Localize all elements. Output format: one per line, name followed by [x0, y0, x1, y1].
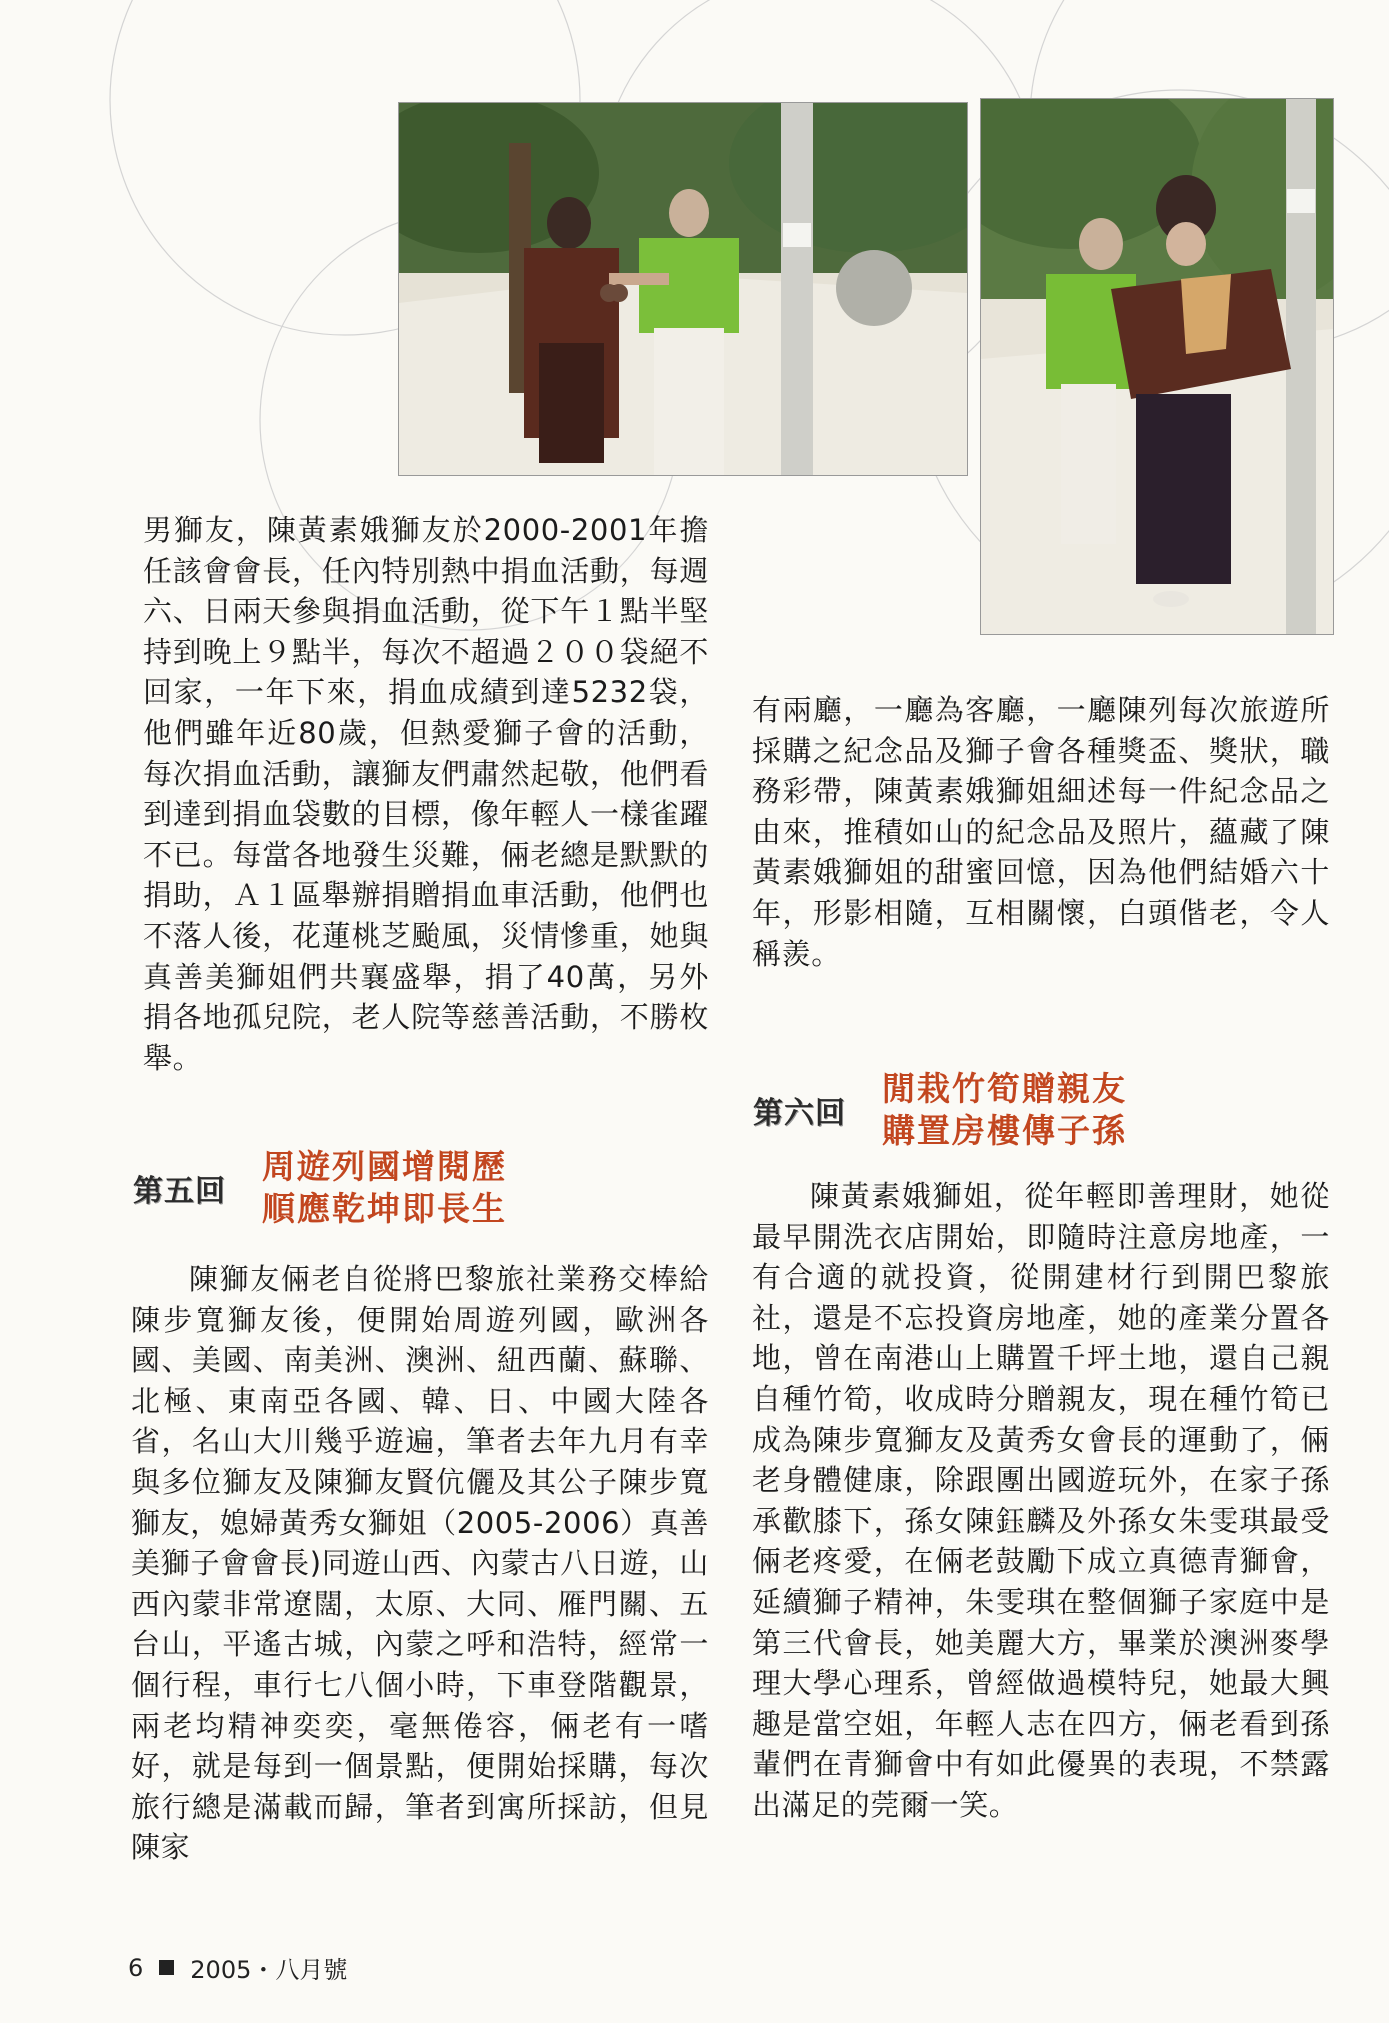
article-text-right-bottom [752, 1176, 1330, 1826]
square-bullet-icon [159, 1960, 174, 1975]
paragraph: 有兩廳，一廳為客廳，一廳陳列每次旅遊所採購之紀念品及獅子會各種獎盃、獎狀，職務彩帶，陳黃素娥獅姐細述每一件紀念品之由來，推積如山的紀念品及照片，蘊藏了陳黃素娥獅姐的甜蜜回憶，因為他們結婚六十年，形影相隨，互相關懷，白頭偕老，令人稱羨。 [752, 693, 1330, 971]
article-text-right-top [752, 690, 1330, 974]
paragraph: 男獅友，陳黃素娥獅友於2000-2001年擔任該會會長，任內特別熱中捐血活動，每週六、日兩天參與捐血活動，從下午１點半堅持到晚上９點半，每次不超過２００袋絕不回家，一年下來，捐血成績到達5232袋，他們雖年近80歲，但熱愛獅子會的活動，每次捐血活動，讓獅友們肅然起敬，他們看到達到捐血袋數的目標，像年輕人一樣雀躍不已。每當各地發生災難，倆老總是默默的捐助，Ａ１區舉辦捐贈捐血車活動，他們也不落人後，花蓮桃芝颱風，災情慘重，她與真善美獅姐們共襄盛舉，捐了40萬，另外捐各地孤兒院，老人院等慈善活動，不勝枚舉。 [143, 513, 709, 1075]
page-number: 6 [128, 1953, 144, 1982]
photo-dancing-couple-posing [980, 98, 1334, 635]
chapter-6-title-line1: 閒栽竹筍贈親友 [882, 1069, 1127, 1108]
article-text-left-bottom [131, 1259, 709, 1868]
paragraph: 陳黃素娥獅姐，從年輕即善理財，她從最早開洗衣店開始，即隨時注意房地產，一有合適的就投資，從開建材行到開巴黎旅社，還是不忘投資房地產，她的產業分置各地，曾在南港山上購置千坪土地，還自己親自種竹筍，收成時分贈親友，現在種竹筍已成為陳步寬獅友及黃秀女會長的運動了，倆老身體健康，除跟團出國遊玩外，在家子孫承歡膝下，孫女陳鈺麟及外孫女朱雯琪最受倆老疼愛，在倆老鼓勵下成立真德青獅會，延續獅子精神，朱雯琪在整個獅子家庭中是第三代會長，她美麗大方，畢業於澳洲麥學理大學心理系，曾經做過模特兒，她最大興趣是當空姐，年輕人志在四方，倆老看到孫輩們在青獅會中有如此優異的表現，不禁露出滿足的莞爾一笑。 [752, 1179, 1330, 1822]
chapter-6-title [882, 1068, 1127, 1152]
photo-dancing-couple-facing [398, 102, 968, 476]
page-footer [128, 1950, 347, 1985]
chapter-6-title-line2: 購置房樓傳子孫 [882, 1111, 1127, 1150]
chapter-5-number: 第五回 [133, 1174, 226, 1209]
chapter-6-heading [753, 1068, 1127, 1152]
chapter-5-title-line2: 順應乾坤即長生 [262, 1189, 507, 1228]
chapter-6-number: 第六回 [753, 1096, 846, 1131]
article-text-left-top [143, 510, 709, 1078]
paragraph: 陳獅友倆老自從將巴黎旅社業務交棒給陳步寬獅友後，便開始周遊列國，歐洲各國、美國、南美洲、澳洲、紐西蘭、蘇聯、北極、東南亞各國、韓、日、中國大陸各省，名山大川幾乎遊遍，筆者去年九月有幸與多位獅友及陳獅友賢伉儷及其公子陳步寬獅友，媳婦黃秀女獅姐（2005-2006）真善美獅子會會長)同遊山西、內蒙古八日遊，山西內蒙非常遼闊，太原、大同、雁門關、五台山，平遙古城，內蒙之呼和浩特，經常一個行程，車行七八個小時，下車登階觀景，兩老均精神奕奕，毫無倦容，倆老有一嗜好，就是每到一個景點，便開始採購，每次旅行總是滿載而歸，筆者到寓所採訪，但見陳家 [131, 1262, 709, 1865]
chapter-5-title [262, 1146, 507, 1230]
issue-label: 2005・八月號 [190, 1956, 348, 1984]
chapter-5-heading [133, 1146, 507, 1230]
chapter-5-title-line1: 周遊列國增閱歷 [262, 1147, 507, 1186]
